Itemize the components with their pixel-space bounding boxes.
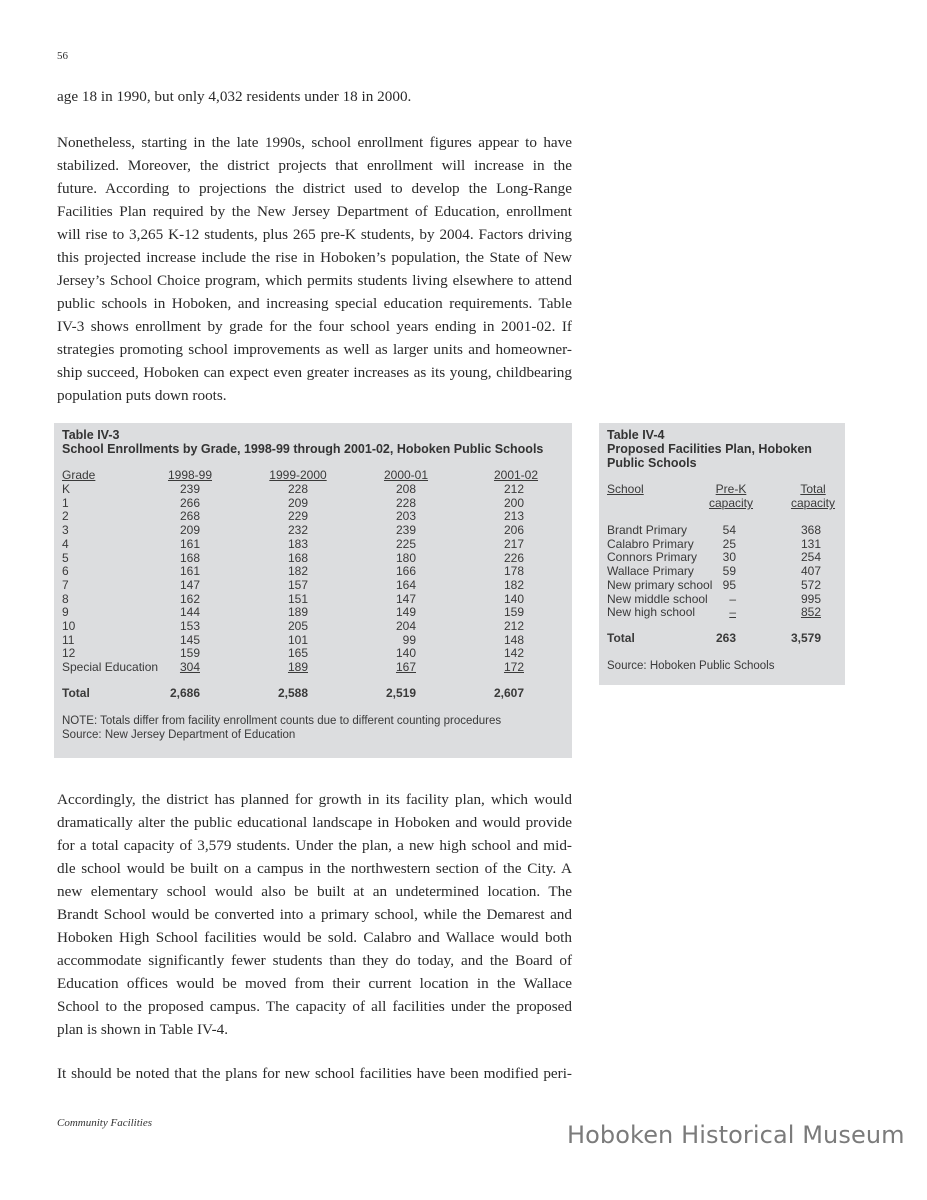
grade-label: 4 (62, 536, 69, 551)
enrollment-value: 164 (395, 577, 416, 592)
total-value: 3,579 (790, 631, 821, 645)
enrollment-value: 151 (287, 591, 308, 606)
capacity-value: 368 (800, 523, 821, 537)
enrollment-value: 208 (395, 482, 416, 496)
grade-label: 6 (62, 564, 69, 579)
text-line: Facilities Plan required by the New Jersey Department of Education, enrollment (57, 203, 572, 220)
enrollment-value: 172 (503, 660, 524, 675)
enrollment-value: 239 (395, 523, 416, 538)
enrollment-value: 148 (503, 632, 524, 647)
grade-label: 3 (62, 523, 69, 538)
page-number: 56 (57, 50, 68, 62)
enrollment-value: 168 (287, 550, 308, 565)
enrollment-value: 168 (179, 550, 200, 565)
enrollment-value: 183 (287, 536, 308, 551)
enrollment-value: 189 (287, 605, 308, 620)
enrollment-value: 144 (179, 605, 200, 620)
school-name: New primary school (607, 577, 713, 592)
column-header: capacity (708, 496, 754, 510)
footer-section-title: Community Facilities (57, 1117, 153, 1129)
enrollment-value: 203 (395, 509, 416, 524)
paragraph-2 (57, 131, 572, 407)
grade-label: Special Education (62, 660, 159, 675)
total-value: 2,607 (493, 686, 524, 700)
capacity-value: 25 (722, 536, 736, 551)
table-iv-3 (54, 423, 572, 758)
table-source: Source: Hoboken Public Schools (607, 660, 775, 672)
table-label: Table IV-3 (62, 428, 120, 442)
capacity-value: 95 (722, 577, 736, 592)
text-line: future. According to projections the district used to develop the Long-Range (57, 180, 572, 197)
text-line: this projected increase include the rise in Hoboken’s population, the State of New (57, 249, 572, 266)
enrollment-value: 268 (179, 509, 200, 524)
text-line: plan is shown in Table IV-4. (57, 1021, 229, 1038)
enrollment-value: 140 (503, 591, 524, 606)
enrollment-value: 225 (395, 536, 416, 551)
grade-label: 11 (62, 632, 75, 647)
enrollment-value: 304 (179, 660, 200, 675)
text-line: will rise to 3,265 K-12 students, plus 265 pre-K students, by 2004. Factors driving (57, 226, 572, 243)
column-header: 2000-01 (383, 468, 429, 482)
enrollment-value: 140 (395, 646, 416, 661)
watermark: Hoboken Historical Museum (567, 1121, 905, 1149)
text-line: Brandt School would be converted into a primary school, while the Demarest and (57, 906, 572, 923)
enrollment-value: 209 (179, 523, 200, 538)
enrollment-value: 159 (179, 646, 200, 661)
grade-label: 1 (62, 495, 69, 510)
school-name: Connors Primary (607, 550, 698, 565)
text-line: Accordingly, the district has planned for growth in its facility plan, which would (57, 791, 572, 808)
paragraph-1 (57, 85, 572, 108)
grade-label: 7 (62, 577, 69, 592)
capacity-value: 852 (800, 605, 821, 620)
enrollment-value: 182 (287, 564, 308, 579)
text-line: population puts down roots. (57, 387, 227, 404)
enrollment-value: 239 (179, 482, 200, 496)
enrollment-value: 153 (179, 619, 200, 633)
enrollment-value: 209 (287, 495, 308, 510)
capacity-value: 30 (722, 550, 736, 565)
total-label: Total (62, 686, 90, 700)
enrollment-value: 157 (287, 577, 308, 592)
enrollment-value: 99 (402, 632, 416, 647)
grade-label: K (62, 482, 71, 496)
school-name: New middle school (607, 591, 708, 606)
total-value: 2,519 (385, 686, 416, 700)
table-source: Source: New Jersey Department of Education (62, 729, 296, 741)
enrollment-value: 101 (287, 632, 308, 647)
paragraph-4 (57, 1062, 572, 1085)
school-name: New high school (607, 605, 696, 620)
capacity-value: 54 (722, 523, 736, 537)
text-line: Jersey’s School Choice program, which permits students living elsewhere to attend (57, 272, 572, 289)
grade-label: 10 (62, 619, 76, 633)
table-note: NOTE: Totals differ from facility enrollment counts due to different counting procedures (62, 715, 502, 727)
enrollment-value: 228 (287, 482, 308, 496)
enrollment-value: 147 (395, 591, 416, 606)
enrollment-value: 180 (395, 550, 416, 565)
enrollment-value: 204 (395, 619, 416, 633)
enrollment-value: 229 (287, 509, 308, 524)
enrollment-value: 212 (503, 482, 524, 496)
text-line: dramatically alter the public educational landscape in Hoboken and would provide (57, 814, 572, 831)
text-line: Nonetheless, starting in the late 1990s, school enrollment figures appear to have (57, 134, 572, 151)
column-header: Pre-K (715, 482, 747, 496)
text-line: for a total capacity of 3,579 students. Under the plan, a new high school and mid- (57, 837, 572, 854)
enrollment-value: 228 (395, 495, 416, 510)
text-line: age 18 in 1990, but only 4,032 residents under 18 in 2000. (57, 88, 412, 105)
enrollment-value: 161 (179, 564, 200, 579)
grade-label: 12 (62, 646, 76, 661)
column-header: Total (800, 482, 826, 496)
grade-label: 9 (62, 605, 69, 620)
enrollment-value: 189 (287, 660, 308, 675)
enrollment-value: 178 (503, 564, 524, 579)
text-line: School to the proposed campus. The capacity of all facilities under the proposed (57, 998, 572, 1015)
column-header: capacity (790, 496, 836, 510)
enrollment-value: 166 (395, 564, 416, 579)
text-line: strategies promoting school improvements as well as larger units and homeowner- (57, 341, 572, 358)
text-line: new elementary school would also be built at an undetermined location. The (57, 883, 572, 900)
column-header: 2001-02 (493, 468, 539, 482)
table-title: Proposed Facilities Plan, Hoboken (607, 442, 812, 456)
total-value: 2,588 (277, 686, 308, 700)
capacity-value: 995 (800, 591, 821, 606)
table-title: Public Schools (607, 456, 697, 470)
total-value: 263 (715, 631, 736, 645)
column-header: School (607, 482, 644, 496)
enrollment-value: 142 (503, 646, 524, 661)
table-label: Table IV-4 (607, 428, 665, 442)
capacity-value: – (729, 591, 736, 606)
enrollment-value: 226 (503, 550, 524, 565)
enrollment-value: 232 (287, 523, 308, 538)
enrollment-value: 159 (503, 605, 524, 620)
enrollment-value: 145 (179, 632, 200, 647)
text-line: stabilized. Moreover, the district projects that enrollment will increase in the (57, 157, 572, 174)
enrollment-value: 165 (287, 646, 308, 661)
enrollment-value: 182 (503, 577, 524, 592)
grade-label: 2 (62, 509, 69, 524)
grade-label: 8 (62, 591, 69, 606)
capacity-value: 254 (800, 550, 821, 565)
enrollment-value: 213 (503, 509, 524, 524)
capacity-value: – (729, 605, 736, 620)
enrollment-value: 162 (179, 591, 200, 606)
column-header: 1998-99 (167, 468, 213, 482)
table-title: School Enrollments by Grade, 1998-99 through 2001-02, Hoboken Public Schools (62, 442, 544, 456)
enrollment-value: 212 (503, 619, 524, 633)
school-name: Calabro Primary (607, 536, 694, 551)
enrollment-value: 206 (503, 523, 524, 538)
enrollment-value: 205 (287, 619, 308, 633)
school-name: Brandt Primary (607, 523, 688, 537)
total-value: 2,686 (169, 686, 200, 700)
enrollment-value: 266 (179, 495, 200, 510)
text-line: Hoboken High School facilities would be sold. Calabro and Wallace would both (57, 929, 572, 946)
paragraph-3 (57, 788, 572, 1041)
text-line: accommodate significantly fewer students than they do today, and the Board of (57, 952, 572, 969)
grade-label: 5 (62, 550, 69, 565)
text-line: public schools in Hoboken, and increasing special education requirements. Table (57, 295, 572, 312)
text-line: dle school would be built on a campus in the northwestern section of the City. A (57, 860, 572, 877)
capacity-value: 131 (800, 536, 821, 551)
enrollment-value: 217 (503, 536, 524, 551)
enrollment-value: 200 (503, 495, 524, 510)
school-name: Wallace Primary (607, 564, 694, 579)
text-line: Education offices would be moved from their current location in the Wallace (57, 975, 572, 992)
capacity-value: 59 (722, 564, 736, 579)
total-label: Total (607, 631, 635, 645)
enrollment-value: 149 (395, 605, 416, 620)
text-line: ship succeed, Hoboken can expect even greater increases as its young, childbearing (57, 364, 572, 381)
table-iv-4 (599, 423, 845, 685)
text-line: IV-3 shows enrollment by grade for the four school years ending in 2001-02. If (57, 318, 572, 335)
capacity-value: 572 (800, 577, 821, 592)
enrollment-value: 167 (395, 660, 416, 675)
enrollment-value: 161 (179, 536, 200, 551)
column-header: 1999-2000 (269, 468, 327, 482)
column-header: Grade (62, 468, 96, 482)
enrollment-value: 147 (179, 577, 200, 592)
text-line: It should be noted that the plans for new school facilities have been modified peri- (57, 1065, 572, 1082)
capacity-value: 407 (800, 564, 821, 579)
